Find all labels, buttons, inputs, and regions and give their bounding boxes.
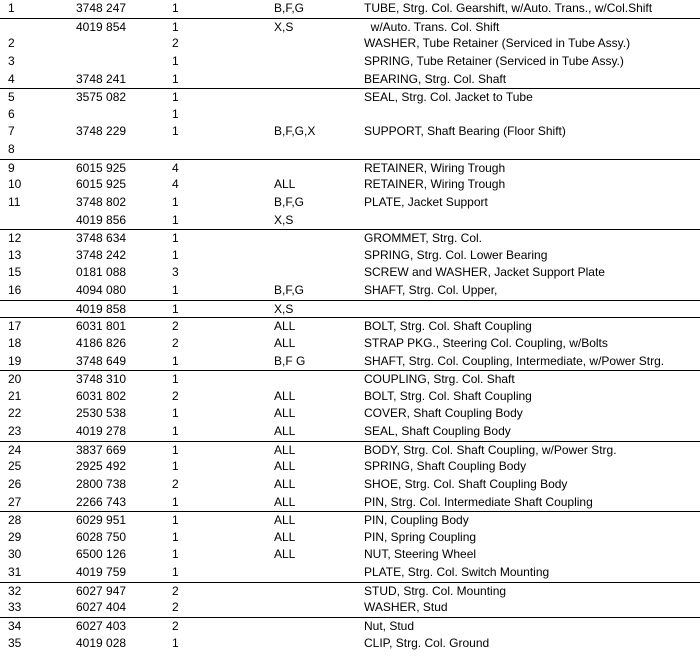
quantity: 1 bbox=[172, 442, 179, 457]
quantity: 1 bbox=[172, 547, 179, 562]
quantity: 1 bbox=[172, 424, 179, 438]
part-number: 6015 925 bbox=[76, 177, 127, 192]
table-row bbox=[0, 300, 700, 318]
quantity: 2 bbox=[172, 36, 179, 51]
table-row bbox=[0, 159, 700, 177]
ref-number: 32 bbox=[8, 583, 22, 598]
description bbox=[364, 106, 700, 124]
description: CLIP, Strg. Col. Ground bbox=[364, 635, 490, 650]
ref-number: 6 bbox=[8, 106, 15, 121]
part-number: 6029 951 bbox=[76, 513, 127, 528]
application: B,F,G bbox=[274, 194, 305, 209]
part-number: 2925 492 bbox=[76, 459, 127, 474]
part-number: 4186 826 bbox=[76, 335, 127, 350]
quantity: 1 bbox=[172, 494, 179, 509]
part-number: 4019 854 bbox=[76, 19, 127, 34]
part-number: 0181 088 bbox=[76, 265, 127, 280]
part-number: 4019 856 bbox=[76, 212, 127, 227]
description: w/Auto. Trans. Col. Shift bbox=[364, 19, 500, 34]
description: COVER, Shaft Coupling Body bbox=[364, 406, 523, 421]
part-number: 6031 802 bbox=[76, 388, 127, 403]
description: PLATE, Strg. Col. Switch Mounting bbox=[364, 565, 550, 579]
application bbox=[274, 35, 364, 53]
quantity: 1 bbox=[172, 1, 179, 15]
part-number bbox=[76, 35, 172, 53]
description: COUPLING, Strg. Col. Shaft bbox=[364, 372, 515, 387]
table-row bbox=[0, 529, 700, 547]
quantity: 1 bbox=[172, 212, 179, 227]
description bbox=[364, 141, 700, 159]
description: GROMMET, Strg. Col. bbox=[364, 231, 483, 246]
quantity: 1 bbox=[172, 283, 179, 297]
table-row bbox=[0, 0, 700, 18]
application: ALL bbox=[274, 476, 296, 491]
part-number: 3748 634 bbox=[76, 231, 127, 246]
table-row bbox=[0, 176, 700, 194]
part-number: 3575 082 bbox=[76, 90, 127, 105]
table-row bbox=[0, 335, 700, 353]
application: B,F G bbox=[274, 353, 306, 368]
quantity: 1 bbox=[172, 529, 179, 544]
part-number: 4094 080 bbox=[76, 283, 127, 297]
table-row bbox=[0, 141, 700, 159]
table-row bbox=[0, 264, 700, 282]
table-row bbox=[0, 106, 700, 124]
description: BOLT, Strg. Col. Shaft Coupling bbox=[364, 319, 532, 334]
application: ALL bbox=[274, 406, 296, 421]
application bbox=[274, 141, 364, 159]
table-row bbox=[0, 476, 700, 494]
part-number: 3748 229 bbox=[76, 124, 127, 139]
description: PIN, Coupling Body bbox=[364, 513, 469, 528]
application: X,S bbox=[274, 19, 294, 34]
application: X,S bbox=[274, 301, 294, 316]
description: SHOE, Strg. Col. Shaft Coupling Body bbox=[364, 476, 568, 491]
ref-number: 20 bbox=[8, 372, 22, 387]
quantity: 1 bbox=[172, 19, 179, 34]
application: B,F,G bbox=[274, 283, 305, 297]
ref-number: 28 bbox=[8, 513, 22, 528]
quantity: 1 bbox=[172, 124, 179, 139]
table-row bbox=[0, 617, 700, 635]
application bbox=[274, 106, 364, 124]
ref-number: 22 bbox=[8, 406, 22, 421]
application bbox=[274, 583, 364, 600]
description: WASHER, Tube Retainer (Serviced in Tube Assy.) bbox=[364, 36, 631, 51]
part-number bbox=[76, 141, 172, 159]
table-row bbox=[0, 229, 700, 247]
part-number: 3748 310 bbox=[76, 372, 127, 387]
ref-number: 35 bbox=[8, 635, 22, 650]
description: PIN, Spring Coupling bbox=[364, 529, 477, 544]
application: ALL bbox=[274, 494, 296, 509]
description: SHAFT, Strg. Col. Coupling, Intermediate, w/Power Strg. bbox=[364, 353, 665, 368]
table-row bbox=[0, 18, 700, 36]
description: BODY, Strg. Col. Shaft Coupling, w/Power Strg. bbox=[364, 442, 617, 457]
quantity: 1 bbox=[172, 301, 179, 316]
table-row bbox=[0, 511, 700, 529]
table-row bbox=[0, 194, 700, 212]
quantity: 1 bbox=[172, 231, 179, 246]
table-row bbox=[0, 282, 700, 300]
quantity: 2 bbox=[172, 618, 179, 633]
ref-number: 24 bbox=[8, 442, 22, 457]
description: SCREW and WASHER, Jacket Support Plate bbox=[364, 265, 605, 280]
table-row bbox=[0, 599, 700, 617]
application: ALL bbox=[274, 529, 296, 544]
table-row bbox=[0, 405, 700, 423]
part-number: 2266 743 bbox=[76, 494, 127, 509]
ref-number: 10 bbox=[8, 177, 22, 192]
part-number bbox=[76, 53, 172, 71]
ref-number: 26 bbox=[8, 476, 22, 491]
ref-number: 16 bbox=[8, 283, 22, 297]
description bbox=[364, 301, 700, 318]
quantity bbox=[172, 141, 274, 159]
description: SHAFT, Strg. Col. Upper, bbox=[364, 283, 498, 297]
description: BOLT, Strg. Col. Shaft Coupling bbox=[364, 388, 532, 403]
quantity: 2 bbox=[172, 600, 179, 615]
application: B,F,G,X bbox=[274, 124, 316, 139]
application: ALL bbox=[274, 388, 296, 403]
ref-number: 18 bbox=[8, 335, 22, 350]
application bbox=[274, 635, 364, 653]
table-row bbox=[0, 317, 700, 335]
part-number: 6027 403 bbox=[76, 618, 127, 633]
application bbox=[274, 247, 364, 265]
ref-number: 8 bbox=[8, 142, 15, 156]
description: BEARING, Strg. Col. Shaft bbox=[364, 71, 507, 86]
table-row bbox=[0, 423, 700, 441]
table-row bbox=[0, 635, 700, 653]
application: ALL bbox=[274, 513, 296, 528]
ref-number: 1 bbox=[8, 1, 15, 15]
table-row bbox=[0, 53, 700, 71]
description: SUPPORT, Shaft Bearing (Floor Shift) bbox=[364, 124, 566, 139]
quantity: 1 bbox=[172, 513, 179, 528]
quantity: 1 bbox=[172, 459, 179, 474]
ref-number bbox=[0, 19, 76, 36]
ref-number: 30 bbox=[8, 547, 22, 562]
application bbox=[274, 53, 364, 71]
ref-number: 12 bbox=[8, 231, 22, 246]
part-number: 6027 404 bbox=[76, 600, 127, 615]
application: X,S bbox=[274, 212, 294, 227]
application bbox=[274, 564, 364, 582]
quantity: 2 bbox=[172, 583, 179, 598]
application: ALL bbox=[274, 459, 296, 474]
part-number: 3748 247 bbox=[76, 1, 127, 15]
application bbox=[274, 230, 364, 247]
part-number: 2530 538 bbox=[76, 406, 127, 421]
quantity: 2 bbox=[172, 388, 179, 403]
quantity: 4 bbox=[172, 160, 179, 175]
part-number: 4019 759 bbox=[76, 565, 127, 579]
description: WASHER, Stud bbox=[364, 600, 448, 615]
quantity: 1 bbox=[172, 71, 179, 86]
ref-number: 13 bbox=[8, 247, 22, 262]
description: PLATE, Jacket Support bbox=[364, 194, 488, 209]
quantity: 1 bbox=[172, 53, 179, 68]
ref-number: 11 bbox=[8, 194, 21, 209]
part-number: 6027 947 bbox=[76, 583, 127, 598]
description: RETAINER, Wiring Trough bbox=[364, 177, 506, 192]
part-number: 3748 649 bbox=[76, 353, 127, 368]
description: SEAL, Shaft Coupling Body bbox=[364, 424, 511, 438]
table-row bbox=[0, 441, 700, 459]
ref-number: 19 bbox=[8, 353, 22, 368]
table-row bbox=[0, 582, 700, 600]
ref-number bbox=[0, 301, 76, 318]
description: SPRING, Shaft Coupling Body bbox=[364, 459, 527, 474]
application: B,F,G bbox=[274, 1, 305, 15]
application bbox=[274, 618, 364, 635]
ref-number: 2 bbox=[8, 36, 15, 51]
part-number: 4019 858 bbox=[76, 301, 127, 316]
description: TUBE, Strg. Col. Gearshift, w/Auto. Trans., w/Col.Shift bbox=[364, 1, 653, 15]
application: ALL bbox=[274, 177, 296, 192]
quantity: 1 bbox=[172, 247, 179, 262]
description: SPRING, Tube Retainer (Serviced in Tube Assy.) bbox=[364, 53, 624, 68]
quantity: 1 bbox=[172, 635, 179, 650]
quantity: 4 bbox=[172, 177, 179, 192]
table-row bbox=[0, 370, 700, 388]
quantity: 1 bbox=[172, 106, 179, 121]
ref-number: 15 bbox=[8, 265, 22, 280]
table-row bbox=[0, 35, 700, 53]
application bbox=[274, 71, 364, 89]
part-number: 6031 801 bbox=[76, 319, 127, 334]
description: RETAINER, Wiring Trough bbox=[364, 160, 506, 175]
quantity: 1 bbox=[172, 565, 179, 579]
application: ALL bbox=[274, 442, 296, 457]
ref-number bbox=[0, 212, 76, 230]
table-row bbox=[0, 123, 700, 141]
ref-number: 7 bbox=[8, 124, 15, 139]
ref-number: 5 bbox=[8, 90, 15, 105]
description: SPRING, Strg. Col. Lower Bearing bbox=[364, 247, 548, 262]
table-row bbox=[0, 564, 700, 582]
part-number: 3748 802 bbox=[76, 194, 127, 209]
table-row bbox=[0, 88, 700, 106]
ref-number: 23 bbox=[8, 424, 22, 438]
quantity: 2 bbox=[172, 335, 179, 350]
table-row bbox=[0, 546, 700, 564]
quantity: 1 bbox=[172, 90, 179, 105]
application: ALL bbox=[274, 335, 296, 350]
description: STUD, Strg. Col. Mounting bbox=[364, 583, 507, 598]
quantity: 2 bbox=[172, 319, 179, 334]
table-row bbox=[0, 388, 700, 406]
ref-number: 27 bbox=[8, 494, 22, 509]
part-number: 6028 750 bbox=[76, 529, 127, 544]
application: ALL bbox=[274, 547, 296, 562]
part-number: 3748 242 bbox=[76, 247, 127, 262]
quantity: 1 bbox=[172, 406, 179, 421]
part-number: 2800 738 bbox=[76, 476, 127, 491]
ref-number: 21 bbox=[8, 388, 22, 403]
part-number: 4019 278 bbox=[76, 424, 127, 438]
application: ALL bbox=[274, 424, 296, 438]
part-number: 6015 925 bbox=[76, 160, 127, 175]
quantity: 3 bbox=[172, 265, 179, 280]
part-number bbox=[76, 106, 172, 124]
ref-number: 29 bbox=[8, 529, 22, 544]
ref-number: 25 bbox=[8, 459, 22, 474]
application: ALL bbox=[274, 319, 296, 334]
table-row bbox=[0, 247, 700, 265]
ref-number: 34 bbox=[8, 618, 22, 633]
quantity: 2 bbox=[172, 476, 179, 491]
application bbox=[274, 160, 364, 177]
table-row bbox=[0, 71, 700, 89]
part-number: 3837 669 bbox=[76, 442, 127, 457]
part-number: 4019 028 bbox=[76, 635, 127, 650]
ref-number: 17 bbox=[8, 319, 22, 334]
application bbox=[274, 371, 364, 388]
ref-number: 3 bbox=[8, 53, 15, 68]
description: SEAL, Strg. Col. Jacket to Tube bbox=[364, 90, 533, 105]
ref-number: 31 bbox=[8, 565, 22, 579]
description: Nut, Stud bbox=[364, 618, 415, 633]
table-row bbox=[0, 458, 700, 476]
quantity: 1 bbox=[172, 372, 179, 387]
part-number: 6500 126 bbox=[76, 547, 127, 562]
table-row bbox=[0, 353, 700, 371]
table-row bbox=[0, 212, 700, 230]
quantity: 1 bbox=[172, 353, 179, 368]
ref-number: 33 bbox=[8, 600, 22, 615]
application bbox=[274, 89, 364, 106]
description: NUT, Steering Wheel bbox=[364, 547, 477, 562]
part-number: 3748 241 bbox=[76, 71, 127, 86]
description bbox=[364, 212, 700, 230]
description: STRAP PKG., Steering Col. Coupling, w/Bolts bbox=[364, 335, 608, 350]
table-row bbox=[0, 494, 700, 512]
description: PIN, Strg. Col. Intermediate Shaft Coupling bbox=[364, 494, 593, 509]
application bbox=[274, 264, 364, 282]
ref-number: 4 bbox=[8, 71, 15, 86]
ref-number: 9 bbox=[8, 160, 15, 175]
application bbox=[274, 599, 364, 617]
quantity: 1 bbox=[172, 194, 179, 209]
